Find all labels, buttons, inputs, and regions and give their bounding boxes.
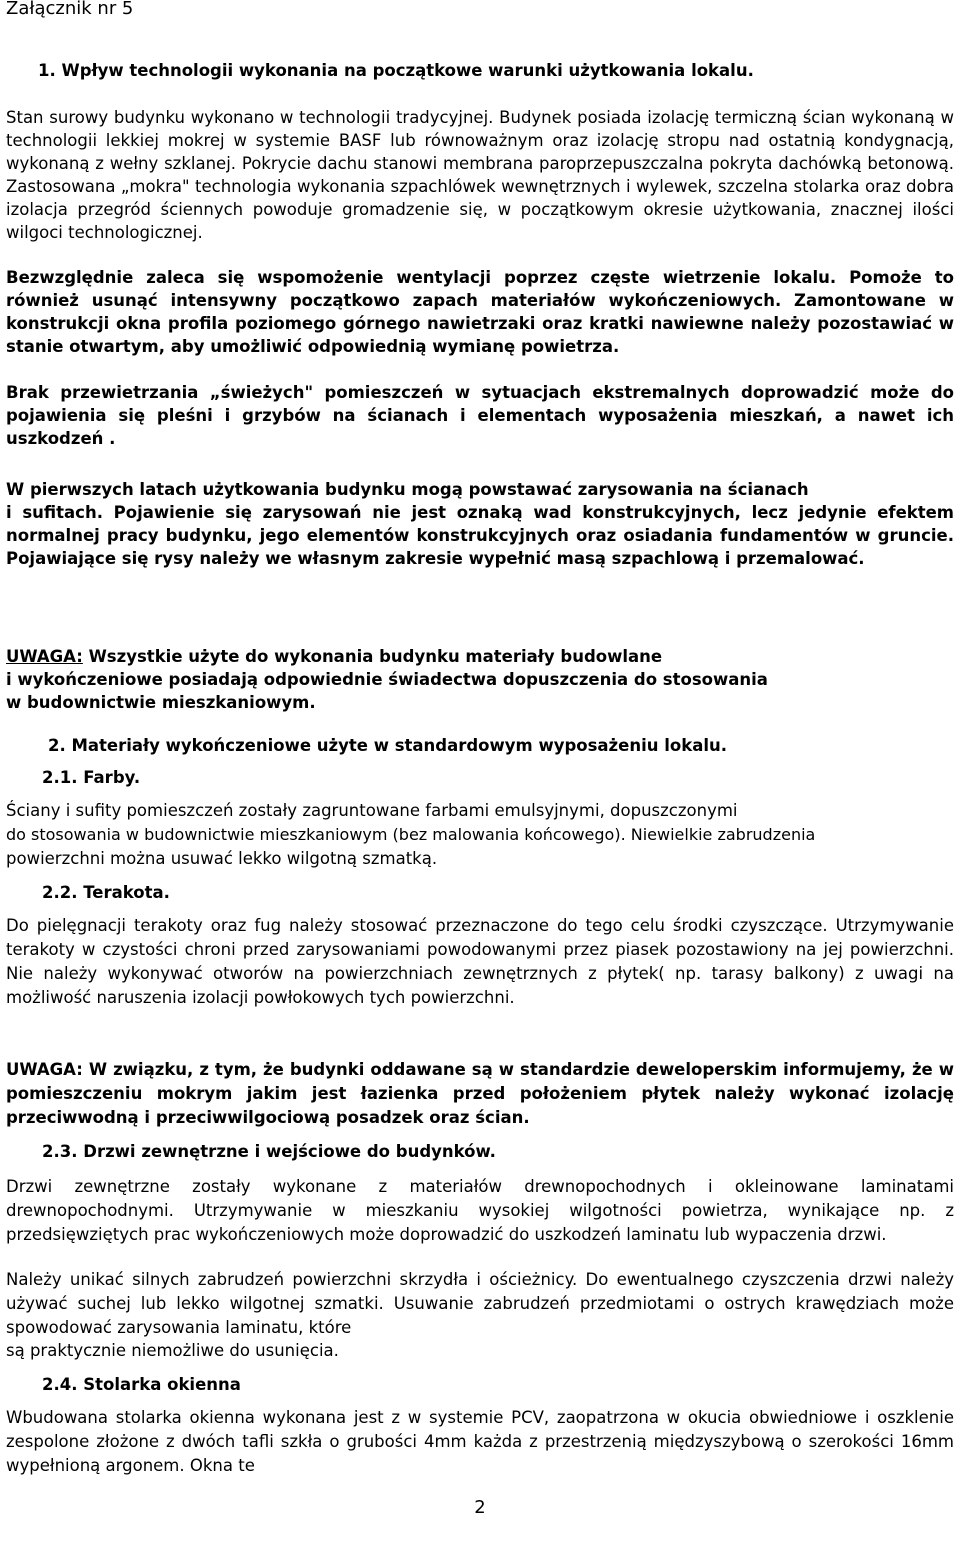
section-2-1-line-2: do stosowania w budownictwie mieszkaniowym (bez malowania końcowego). Niewielkie zabrudzenia <box>6 825 816 844</box>
section-2-3-heading: 2.3. Drzwi zewnętrzne i wejściowe do budynków. <box>42 1142 496 1161</box>
notice-2-label: UWAGA: <box>6 1060 83 1079</box>
notice-2 <box>6 1058 954 1130</box>
section-2-3-paragraph-2: Należy unikać silnych zabrudzeń powierzchni skrzydła i ościeżnicy. Do ewentualnego czyszczenia drzwi należy używać suchej lub lekko wilgotnej szmatki. Usuwanie zabrudzeń przedmiotami o ostrych krawędziach może spowodować zarysowania laminatu, które <box>6 1270 954 1337</box>
section-2-2-heading: 2.2. Terakota. <box>42 883 170 902</box>
notice-1-line-3: w budownictwie mieszkaniowym. <box>6 693 316 712</box>
section-2-3-paragraph-1: Drzwi zewnętrzne zostały wykonane z materiałów drewnopochodnych i okleinowane laminatami drewnopochodnymi. Utrzymywanie w mieszkaniu wysokiej wilgotności powietrza, wynikające np. z przedsięwziętych prac wykończeniowych może doprowadzić do uszkodzeń laminatu lub wypaczenia drzwi. <box>6 1177 954 1244</box>
section-2-3-paragraph-2-last-line: są praktycznie niemożliwe do usunięcia. <box>6 1341 339 1360</box>
section-2-1-heading: 2.1. Farby. <box>42 768 141 787</box>
notice-2-text: W związku, z tym, że budynki oddawane są w standardzie deweloperskim informujemy, że w pomieszczeniu mokrym jakim jest łazienka przed położeniem płytek należy wykonać izolację przeciwwodną i przeciwwilgociową posadzek oraz ścian. <box>6 1060 954 1127</box>
section-2-heading: 2. Materiały wykończeniowe użyte w standardowym wyposażeniu lokalu. <box>48 736 728 755</box>
section-2-1-line-3: powierzchni można usuwać lekko wilgotną szmatką. <box>6 849 438 868</box>
notice-1-text: Wszystkie użyte do wykonania budynku materiały budowlane <box>82 647 663 666</box>
section-1-paragraph-2: Bezwzględnie zaleca się wspomożenie wentylacji poprzez częste wietrzenie lokalu. Pomoże to również usunąć intensywny początkowo zapach materiałów wykończeniowych. Zamontowane w konstrukcji okna profila poziomego górnego nawietrzaki oraz kratki nawiewne należy pozostawiać w stanie otwartym, aby umożliwić odpowiednią wymianę powietrza. <box>6 268 954 356</box>
annex-label: Załącznik nr 5 <box>6 0 134 19</box>
notice-1-label: UWAGA: <box>6 647 83 666</box>
section-1-paragraph-1: Stan surowy budynku wykonano w technologii tradycyjnej. Budynek posiada izolację termiczną ścian wykonaną w technologii lekkiej mokrej w systemie BASF lub równoważnym oraz izolację stropu nad ostatnią kondygnacją, wykonaną z wełny szklanej. Pokrycie dachu stanowi membrana paroprzepuszczalna pokryta dachówką betonową. Zastosowana „mokra" technologia wykonania szpachlówek wewnętrznych i wylewek, szczelna stolarka oraz dobra izolacja przegród ściennych powoduje gromadzenie się, w początkowym okresie użytkowania, znacznej ilości wilgoci technologicznej. <box>6 108 954 242</box>
section-2-4-paragraph: Wbudowana stolarka okienna wykonana jest z w systemie PCV, zaopatrzona w okucia obwiedniowe i oszklenie zespolone złożone z dwóch tafli szkła o grubości 4mm każda z przestrzenią międzyszybową o szerokości 16mm wypełnioną argonem. Okna te <box>6 1408 954 1475</box>
section-1-paragraph-3: Brak przewietrzania „świeżych" pomieszczeń w sytuacjach ekstremalnych doprowadzić może do pojawienia się pleśni i grzybów na ścianach i elementach wyposażenia mieszkań, a nawet ich uszkodzeń . <box>6 383 954 448</box>
section-2-4-heading: 2.4. Stolarka okienna <box>42 1375 241 1394</box>
section-1-paragraph-4-line-1: W pierwszych latach użytkowania budynku mogą powstawać zarysowania na ścianach <box>6 480 809 499</box>
page-number: 2 <box>474 1497 486 1518</box>
section-2-2-paragraph: Do pielęgnacji terakoty oraz fug należy stosować przeznaczone do tego celu środki czyszczące. Utrzymywanie terakoty w czystości chroni przed zarysowaniami powodowanymi przez piasek pozostawiony na jej powierzchni. Nie należy wykonywać otworów na powierzchniach zewnętrznych z płytek( np. tarasy balkony) z uwagi na możliwość naruszenia izolacji powłokowych tych powierzchni. <box>6 916 954 1007</box>
section-2-1-line-1: Ściany i sufity pomieszczeń zostały zagruntowane farbami emulsyjnymi, dopuszczonymi <box>6 801 738 820</box>
section-1-heading: 1. Wpływ technologii wykonania na początkowe warunki użytkowania lokalu. <box>38 61 754 80</box>
notice-1-line-2: i wykończeniowe posiadają odpowiednie świadectwa dopuszczenia do stosowania <box>6 670 768 689</box>
notice-1 <box>6 645 954 668</box>
section-1-paragraph-4: i sufitach. Pojawienie się zarysowań nie jest oznaką wad konstrukcyjnych, lecz jedynie efektem normalnej pracy budynku, jego elementów konstrukcyjnych oraz osiadania fundamentów w gruncie. Pojawiające się rysy należy we własnym zakresie wypełnić masą szpachlową i przemalować. <box>6 503 954 568</box>
